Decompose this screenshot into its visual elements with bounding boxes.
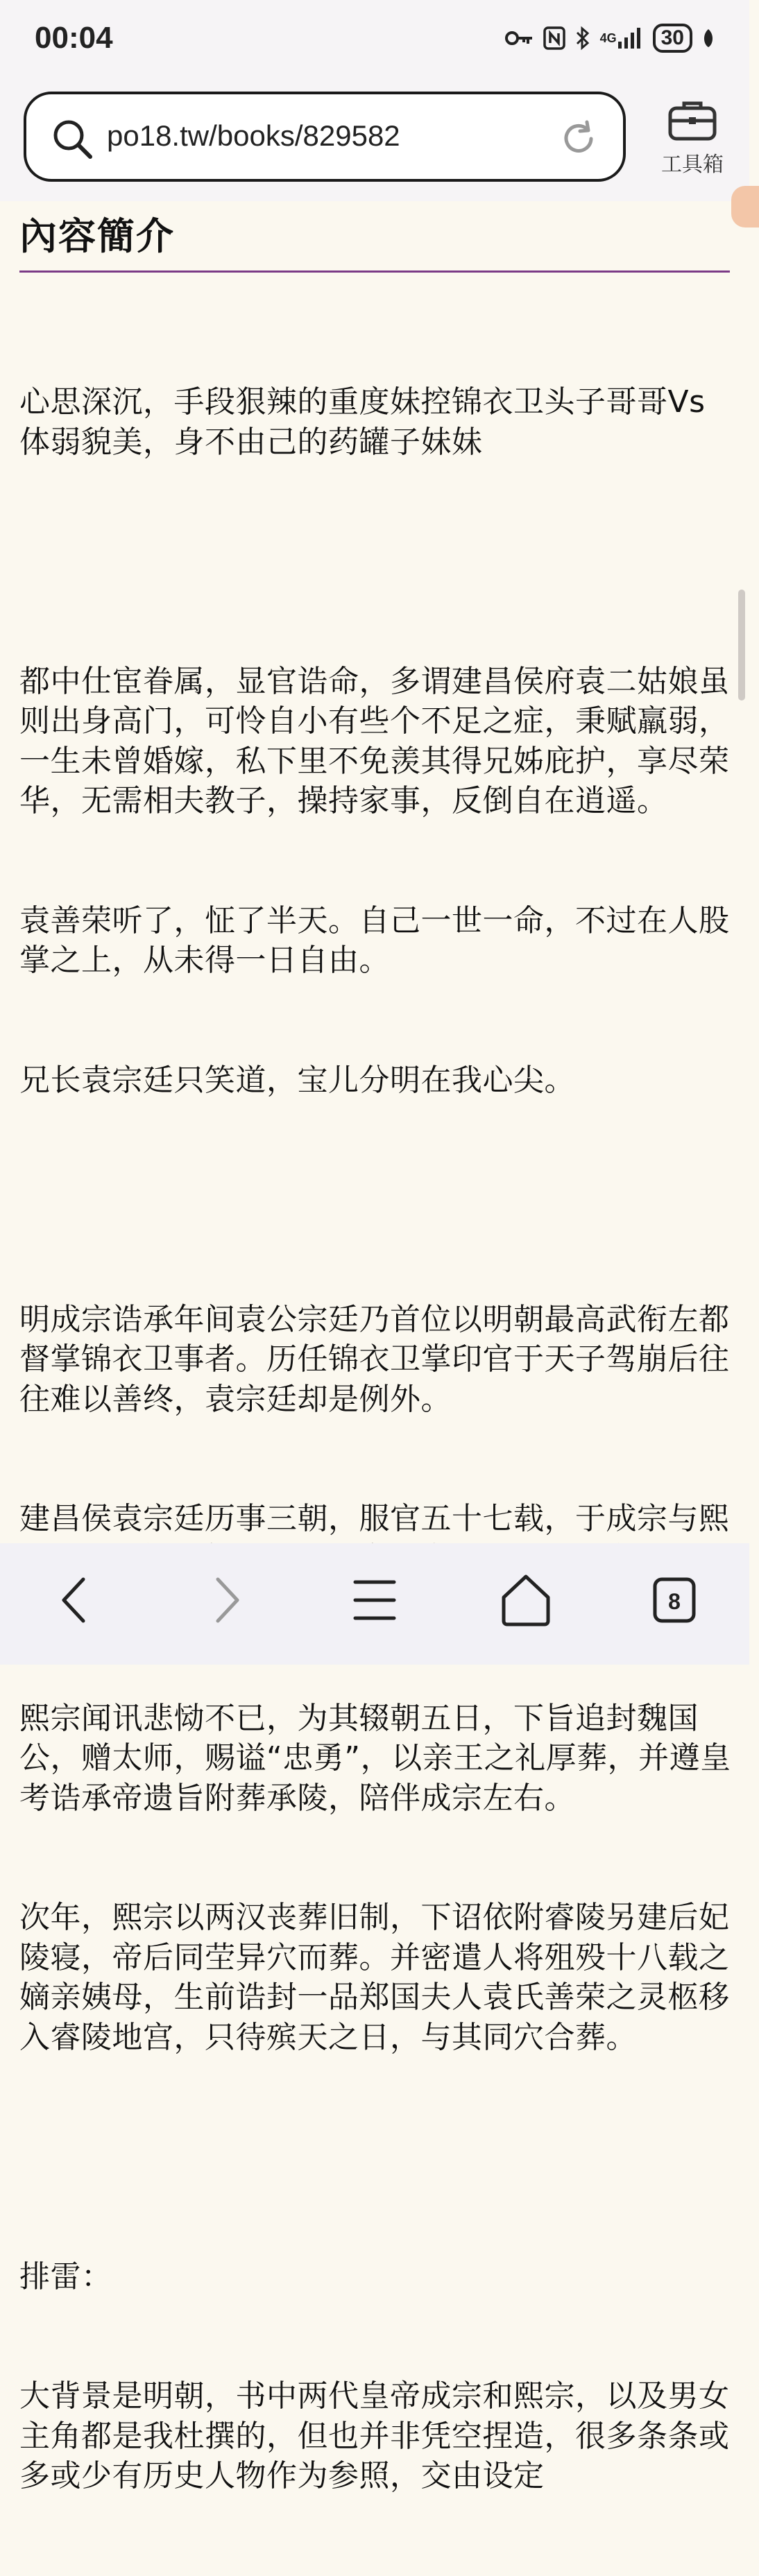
- status-time: 00:04: [35, 21, 113, 55]
- paragraph: 明成宗诰承年间袁公宗廷乃首位以明朝最高武衔左都督掌锦衣卫事者。历任锦衣卫掌印官于天子驾崩后往往难以善终，袁宗廷却是例外。: [19, 1301, 730, 1417]
- scrollbar[interactable]: [738, 590, 745, 701]
- url-text[interactable]: po18.tw/books/829582: [107, 119, 400, 152]
- battery-icon: 30: [653, 24, 692, 53]
- paragraph: [19, 2137, 734, 2177]
- bluetooth-icon: [575, 26, 590, 50]
- paragraph: [19, 542, 734, 582]
- synopsis-text: [19, 302, 734, 2576]
- page-title: 內容簡介: [19, 214, 175, 258]
- tabs-count: 8: [668, 1589, 681, 1614]
- paragraph: 都中仕宦眷属，显官诰命，多谓建昌侯府袁二姑娘虽则出身高门，可怜自小有些个不足之症，秉赋羸弱，一生未曾婚嫁，私下里不免羡其得兄姊庇护，享尽荣华，无需相夫教子，操持家事，反倒自在逍遥。: [19, 663, 730, 818]
- heading-divider: [19, 271, 730, 273]
- tabs-button[interactable]: [652, 1572, 697, 1631]
- page-content: [0, 201, 749, 2493]
- paragraph: 熙宗闻讯悲恸不已，为其辍朝五日，下旨追封魏国公，赠太师，赐谥“忠勇”，以亲王之礼厚葬，并遵皇考诰承帝遗旨附葬承陵，陪伴成宗左右。: [19, 1700, 731, 1816]
- status-icons: [504, 21, 715, 55]
- toolbox-label: 工具箱: [661, 153, 724, 177]
- search-icon: [51, 118, 93, 162]
- reload-icon[interactable]: [559, 119, 598, 161]
- key-icon: [504, 28, 534, 49]
- paragraph: 排雷：: [19, 2258, 112, 2294]
- address-bar[interactable]: [24, 92, 626, 182]
- signal-icon: [600, 26, 643, 50]
- paragraph: 次年，熙宗以两汉丧葬旧制，下诏依附睿陵另建后妃陵寝，帝后同茔异穴而葬。并密遣人将殂殁十八载之嫡亲姨母，生前诰封一品郑国夫人袁氏善荣之灵柩移入睿陵地宫，只待殡天之日，与其同穴合葬。: [19, 1900, 730, 2055]
- back-button[interactable]: [58, 1572, 92, 1631]
- forward-button[interactable]: [210, 1572, 243, 1631]
- paragraph: 大背景是明朝，书中两代皇帝成宗和熙宗，以及男女主角都是我杜撰的，但也并非凭空捏造，很多条条或多或少有历史人物作为参照，交由设定: [19, 2378, 730, 2493]
- leaf-icon: [702, 28, 715, 49]
- paragraph: 建昌侯袁宗廷历事三朝，服官五十七载，于成宗与熙: [19, 1501, 730, 1536]
- browser-bottom-nav: [0, 1543, 749, 1665]
- paragraph: 袁善荣听了，怔了半天。自己一世一命，不过在人股掌之上，从未得一日自由。: [19, 902, 730, 978]
- paragraph: [19, 1180, 734, 1220]
- menu-icon[interactable]: [352, 1572, 397, 1631]
- status-bar: [0, 0, 749, 83]
- nfc-icon: [543, 26, 565, 50]
- network-type: 4G: [599, 31, 617, 45]
- browser-toolbar: [0, 83, 749, 201]
- paragraph: 心思深沉，手段狠辣的重度妹控锦衣卫头子哥哥Vs 体弱貌美，身不由己的药罐子妹妹: [19, 384, 716, 460]
- home-icon[interactable]: [500, 1572, 552, 1631]
- briefcase-icon: [667, 131, 717, 144]
- toolbox-button[interactable]: [658, 98, 727, 178]
- paragraph: 兄长袁宗廷只笑道，宝儿分明在我心尖。: [19, 1062, 575, 1098]
